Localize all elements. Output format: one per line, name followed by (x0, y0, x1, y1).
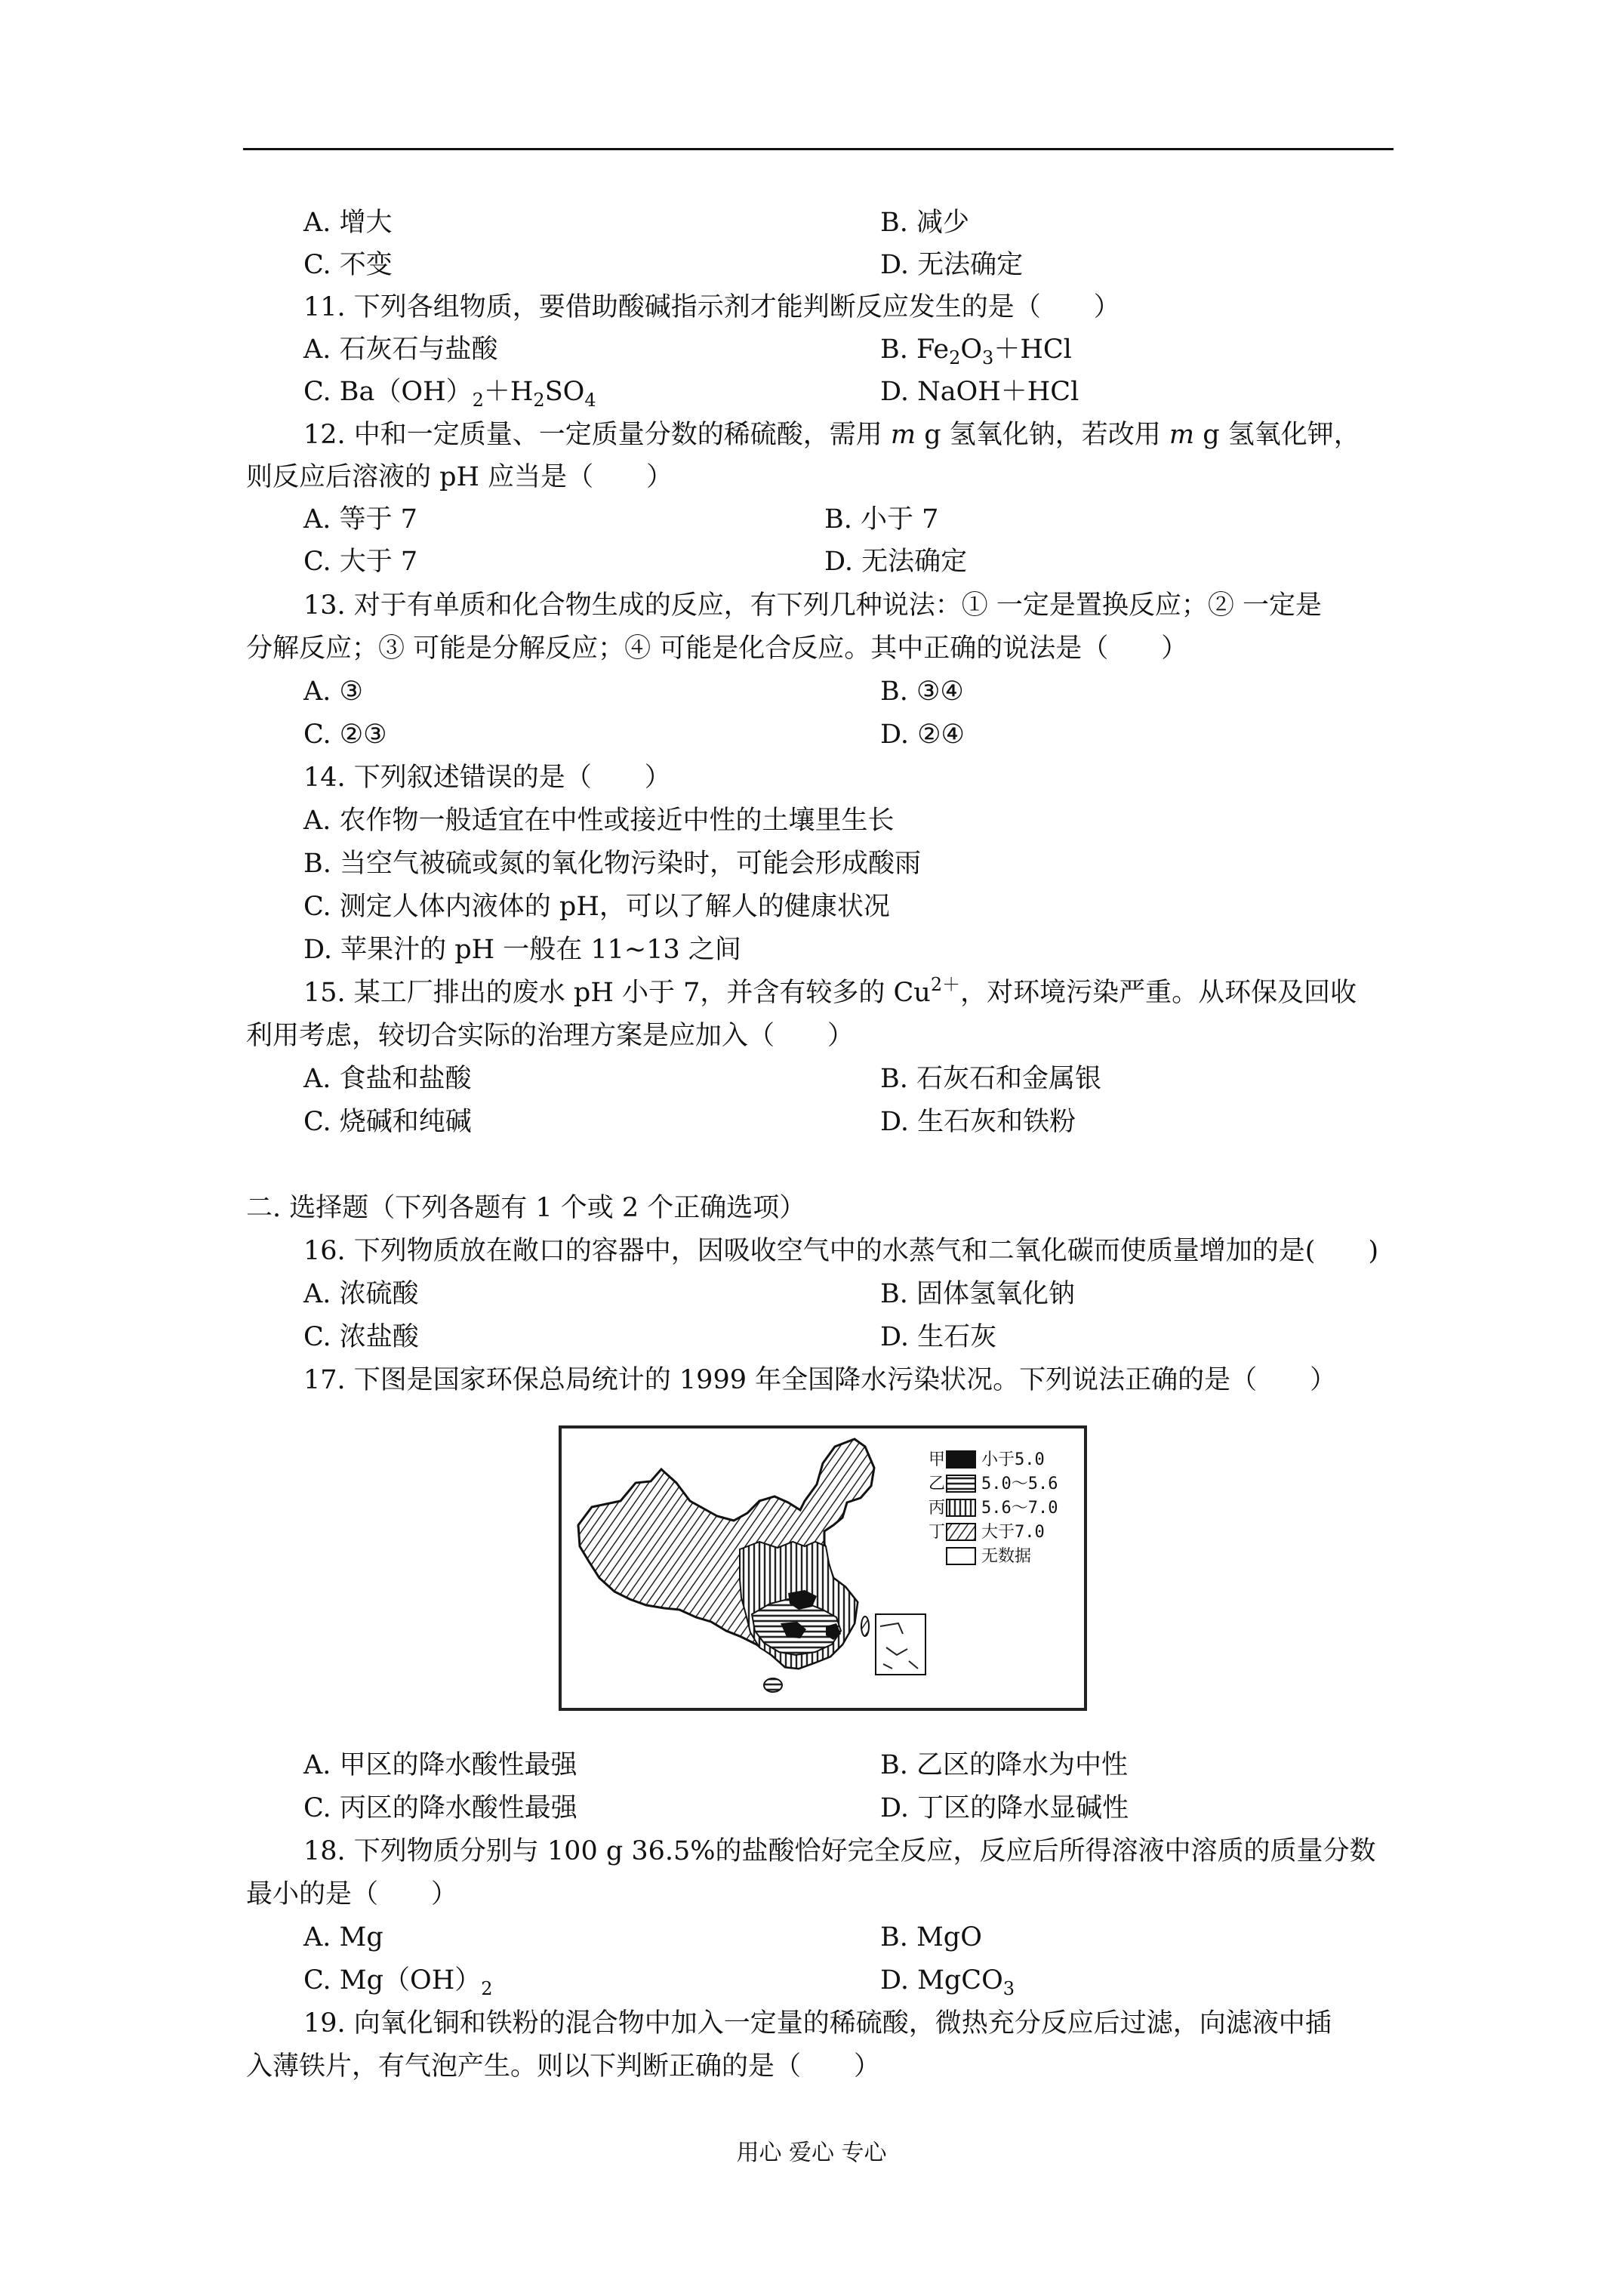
legend-swatch-no-data (947, 1548, 975, 1564)
q17-option-d: D. 丁区的降水显碱性 (880, 1793, 1129, 1823)
q13-option-c: C. ②③ (303, 720, 387, 750)
q18-stem-line1: 18. 下列物质分别与 100 g 36.5%的盐酸恰好完全反应，反应后所得溶液中溶质的质量分数 (303, 1836, 1376, 1866)
q15-option-b: B. 石灰石和金属银 (880, 1064, 1101, 1094)
q18-stem-line2: 最小的是（ ） (246, 1879, 458, 1909)
q14-option-c: C. 测定人体内液体的 pH，可以了解人的健康状况 (303, 892, 890, 922)
china-map-illustration (562, 1428, 1084, 1708)
q15-option-c: C. 烧碱和纯碱 (303, 1107, 472, 1137)
legend-zone-jia: 甲 (929, 1450, 946, 1469)
legend-label-ding: 大于7.0 (981, 1523, 1045, 1542)
taiwan-island (861, 1616, 869, 1636)
legend-zone-yi: 乙 (929, 1475, 946, 1493)
legend-swatch-jia (947, 1451, 975, 1468)
q18-option-d: D. MgCO$_3$ (880, 1965, 1015, 1999)
legend-label-jia: 小于5.0 (981, 1450, 1045, 1469)
q12-option-a: A. 等于 7 (303, 504, 417, 535)
q11-option-c: C. $Ba(OH)_2+H_2SO_4$ (303, 377, 596, 411)
legend-label-yi: 5.0～5.6 (981, 1475, 1058, 1493)
q13-option-a: A. ③ (303, 676, 363, 707)
q18-option-c: C. $Mg(OH)_2$ (303, 1965, 493, 1999)
q16-option-b: B. 固体氢氧化钠 (880, 1279, 1075, 1309)
q13-stem-line1: 13. 对于有单质和化合物生成的反应，有下列几种说法：① 一定是置换反应；② 一定是 (303, 590, 1323, 621)
q18-option-b: B. MgO (880, 1922, 982, 1952)
q15-option-a: A. 食盐和盐酸 (303, 1064, 472, 1094)
q13-stem-line2: 分解反应；③ 可能是分解反应；④ 可能是化合反应。其中正确的说法是（ ） (246, 633, 1188, 664)
q11-option-a: A. 石灰石与盐酸 (303, 334, 498, 365)
q10-option-d: D. 无法确定 (880, 250, 1024, 280)
q16-stem: 16. 下列物质放在敞口的容器中，因吸收空气中的水蒸气和二氧化碳而使质量增加的是( ) (303, 1236, 1379, 1266)
south-china-sea-inset (876, 1614, 925, 1675)
legend-zone-bing: 丙 (929, 1499, 946, 1518)
q12-stem-line1: 12. 中和一定质量、一定质量分数的稀硫酸，需用 m g 氢氧化钠，若改用 m g 氢氧化钾， (303, 420, 1360, 450)
q11-option-d: D. NaOH＋HCl (880, 377, 1079, 407)
q17-option-c: C. 丙区的降水酸性最强 (303, 1793, 577, 1823)
q16-option-d: D. 生石灰 (880, 1322, 997, 1352)
map-legend (929, 1450, 1058, 1566)
q14-option-b: B. 当空气被硫或氮的氧化物污染时，可能会形成酸雨 (303, 849, 921, 879)
q17-option-b: B. 乙区的降水为中性 (880, 1750, 1128, 1780)
q10-option-a: A. 增大 (303, 208, 393, 238)
hainan-island (764, 1678, 782, 1692)
q19-stem-line2: 入薄铁片，有气泡产生。则以下判断正确的是（ ） (246, 2051, 881, 2082)
q13-option-d: D. ②④ (880, 720, 965, 750)
q14-option-a: A. 农作物一般适宜在中性或接近中性的土壤里生长 (303, 806, 895, 836)
q16-option-c: C. 浓盐酸 (303, 1322, 419, 1352)
q14-option-d: D. 苹果汁的 pH 一般在 11~13 之间 (303, 935, 741, 965)
legend-label-no-data: 无数据 (981, 1547, 1032, 1566)
q11-stem: 11. 下列各组物质，要借助酸碱指示剂才能判断反应发生的是（ ） (303, 292, 1120, 322)
page-footer: 用心 爱心 专心 (736, 2140, 887, 2166)
q17-option-a: A. 甲区的降水酸性最强 (303, 1750, 577, 1780)
q19-stem-line1: 19. 向氧化铜和铁粉的混合物中加入一定量的稀硫酸，微热充分反应后过滤，向滤液中插 (303, 2008, 1332, 2039)
q12-stem-line2: 则反应后溶液的 pH 应当是（ ） (246, 462, 673, 492)
rainfall-ph-map-figure (559, 1425, 1087, 1711)
q10-option-b: B. 减少 (880, 208, 969, 238)
q12-option-b: B. 小于 7 (824, 504, 939, 535)
q16-option-a: A. 浓硫酸 (303, 1279, 419, 1309)
q18-option-a: A. Mg (303, 1922, 383, 1952)
q13-option-b: B. ③④ (880, 676, 964, 707)
q12-option-c: C. 大于 7 (303, 547, 418, 577)
q12-option-d: D. 无法确定 (824, 547, 968, 577)
q14-stem: 14. 下列叙述错误的是（ ） (303, 763, 671, 793)
legend-swatch-ding (947, 1524, 975, 1540)
q17-stem: 17. 下图是国家环保总局统计的 1999 年全国降水污染状况。下列说法正确的是（ ） (303, 1365, 1337, 1395)
header-rule (243, 148, 1394, 150)
q15-stem-line2: 利用考虑，较切合实际的治理方案是应加入（ ） (246, 1021, 855, 1051)
section-2-heading: 二. 选择题（下列各题有 1 个或 2 个正确选项） (246, 1193, 806, 1223)
q15-option-d: D. 生石灰和铁粉 (880, 1107, 1076, 1137)
legend-zone-ding: 丁 (929, 1523, 946, 1542)
legend-label-bing: 5.6～7.0 (981, 1499, 1058, 1518)
legend-swatch-bing (947, 1499, 975, 1516)
q10-option-c: C. 不变 (303, 250, 393, 280)
q11-option-b: B. $Fe_2O_3+HCl$ (880, 334, 1072, 368)
legend-swatch-yi (947, 1475, 975, 1492)
q15-stem-line1: 15. 某工厂排出的废水 pH 小于 7，并含有较多的 $Cu^{2+}$，对环境污染严重。从环保及回收 (303, 974, 1357, 1008)
